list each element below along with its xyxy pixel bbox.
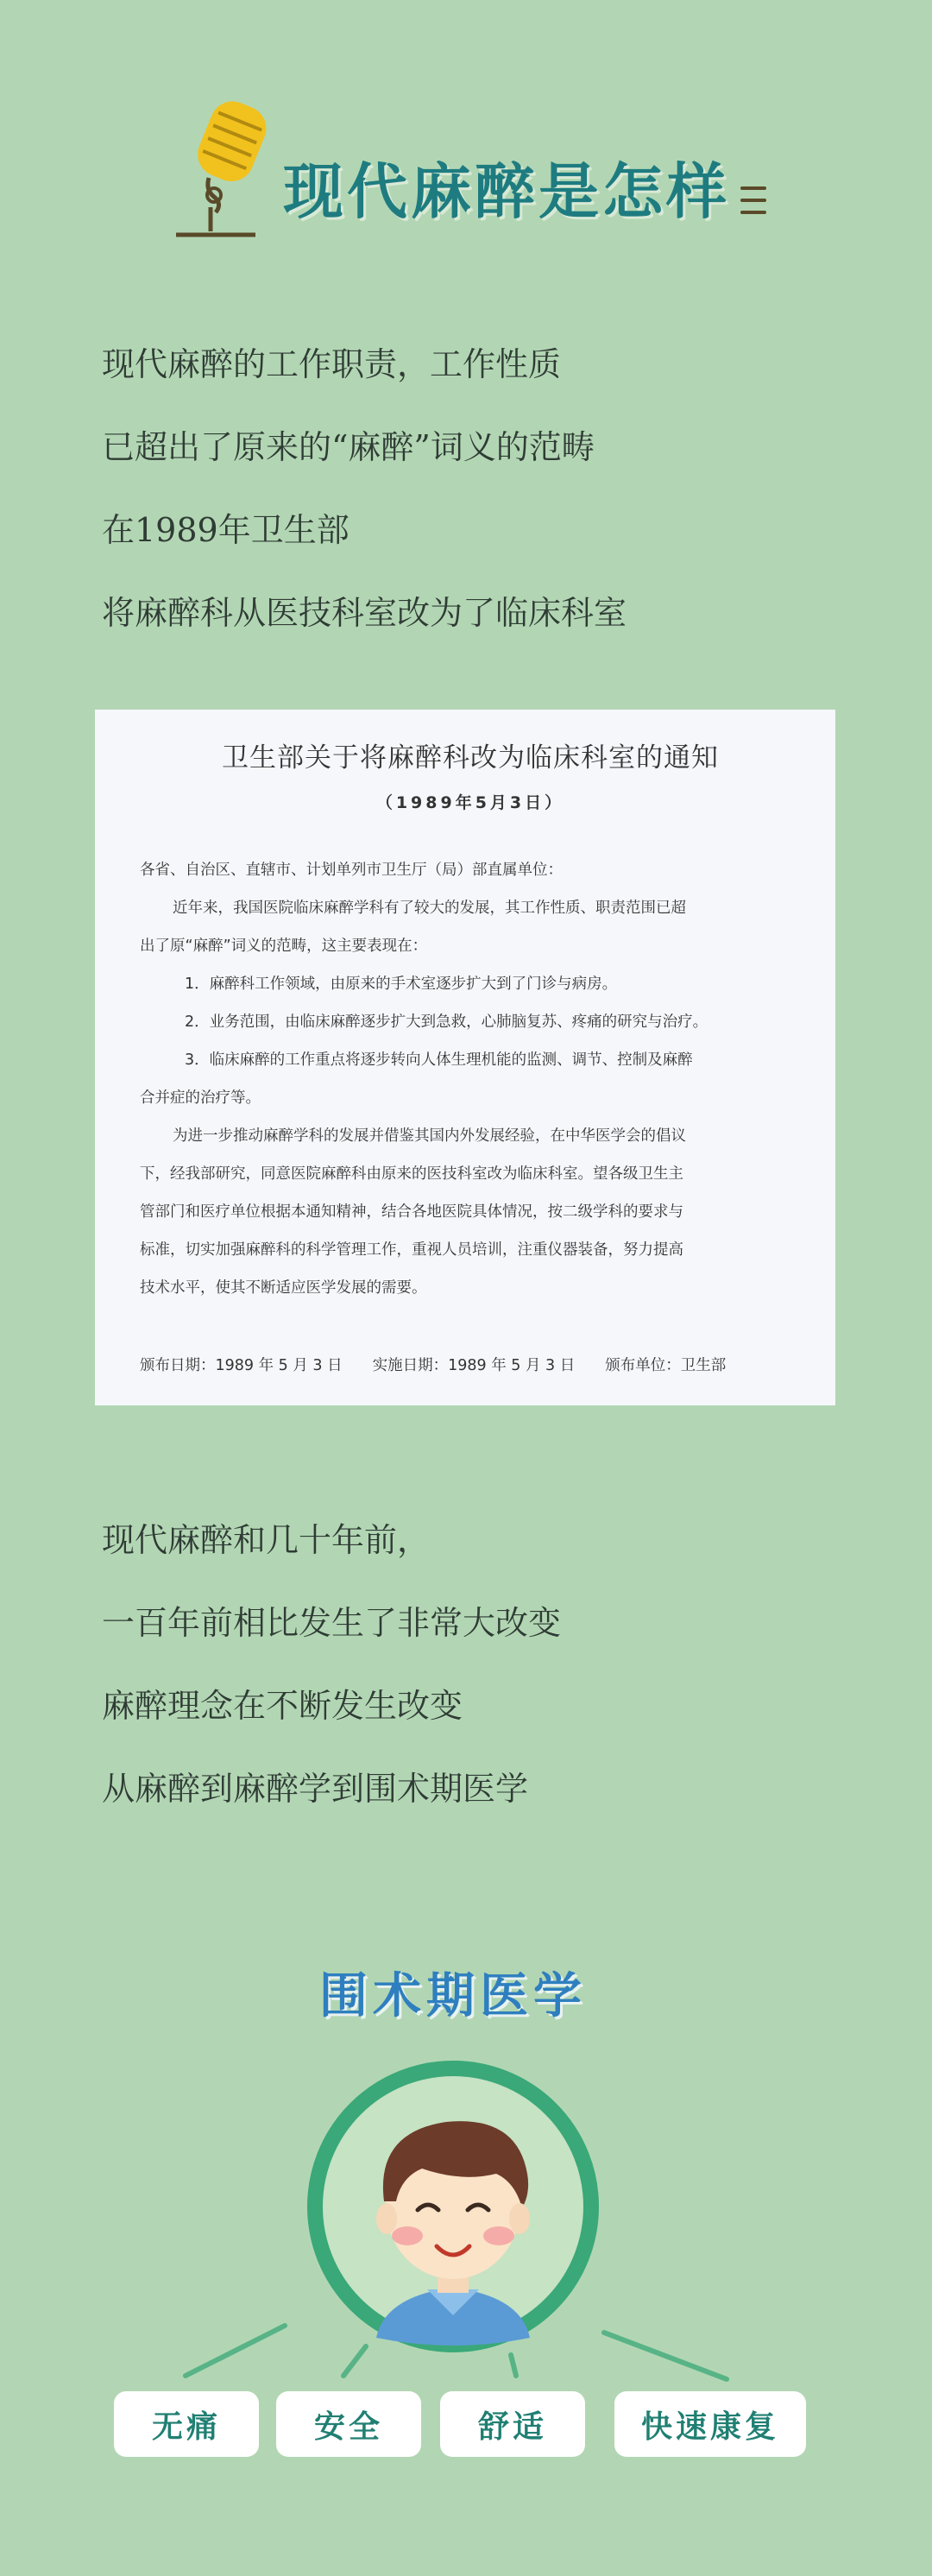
- history-line: 麻醉理念在不断发生改变: [102, 1687, 463, 1725]
- tag-fast-recovery: 快速康复: [614, 2391, 806, 2457]
- intro-line: 已超出了原来的“麻醉”词义的范畴: [102, 428, 595, 466]
- notice-line: 出了原“麻醉”词义的范畴，这主要表现在：: [140, 938, 428, 955]
- history-paragraph: [102, 1499, 561, 1830]
- notice-title: 卫生部关于将麻醉科改为临床科室的通知: [222, 742, 719, 773]
- intro-line: 现代麻醉的工作职责，工作性质: [102, 345, 562, 383]
- notice-line: 下，经我部研究，同意医院麻醉科由原来的医技科室改为临床科室。望各级卫生主: [140, 1165, 683, 1183]
- notice-line: 各省、自治区、直辖市、计划单列市卫生厅（局）部直属单位：: [140, 862, 563, 879]
- intro-line: 将麻醉科从医技科室改为了临床科室: [102, 594, 627, 632]
- notice-line: 近年来，我国医院临床麻醉学科有了较大的发展，其工作性质、职责范围已超: [173, 900, 686, 917]
- notice-document-image: [95, 710, 835, 1405]
- intro-paragraph: [102, 323, 627, 654]
- notice-line: 标准，切实加强麻醉科的科学管理工作，重视人员培训，注重仪器装备，努力提高: [140, 1241, 683, 1259]
- history-line: 现代麻醉和几十年前，: [102, 1521, 431, 1559]
- notice-footer: 颁布日期：1989 年 5 月 3 日 实施日期：1989 年 5 月 3 日 颁布单位：卫生部: [140, 1357, 727, 1374]
- tag-safety: 安全: [276, 2391, 421, 2457]
- decorative-lines-icon: [740, 186, 766, 223]
- notice-line: 管部门和医疗单位根据本通知精神，结合各地医院具体情况，按二级学科的要求与: [140, 1203, 683, 1221]
- notice-date: （1989年5月3日）: [375, 793, 565, 812]
- page-title: 现代麻醉是怎样: [283, 156, 730, 227]
- notice-line: 2．业务范围，由临床麻醉逐步扩大到急救，心肺脑复苏、疼痛的研究与治疗。: [185, 1013, 708, 1031]
- notice-line: 技术水平，使其不断适应医学发展的需要。: [140, 1279, 427, 1297]
- intro-line: 在1989年卫生部: [102, 511, 350, 549]
- perioperative-title: 围术期医学: [319, 1968, 587, 2024]
- microphone-icon: [169, 93, 273, 242]
- notice-line: 为进一步推动麻醉学科的发展并借鉴其国内外发展经验，在中华医学会的倡议: [173, 1127, 686, 1145]
- notice-line: 1．麻醉科工作领域，由原来的手术室逐步扩大到了门诊与病房。: [185, 975, 618, 993]
- notice-line: 合并症的治疗等。: [140, 1089, 261, 1107]
- notice-body: [140, 851, 801, 1307]
- history-line: 一百年前相比发生了非常大改变: [102, 1604, 562, 1642]
- doctor-avatar-illustration: [0, 2055, 932, 2400]
- notice-line: 3．临床麻醉的工作重点将逐步转向人体生理机能的监测、调节、控制及麻醉: [185, 1051, 693, 1069]
- tag-painless: 无痛: [114, 2391, 259, 2457]
- tag-comfort: 舒适: [440, 2391, 585, 2457]
- history-line: 从麻醉到麻醉学到围术期医学: [102, 1770, 529, 1808]
